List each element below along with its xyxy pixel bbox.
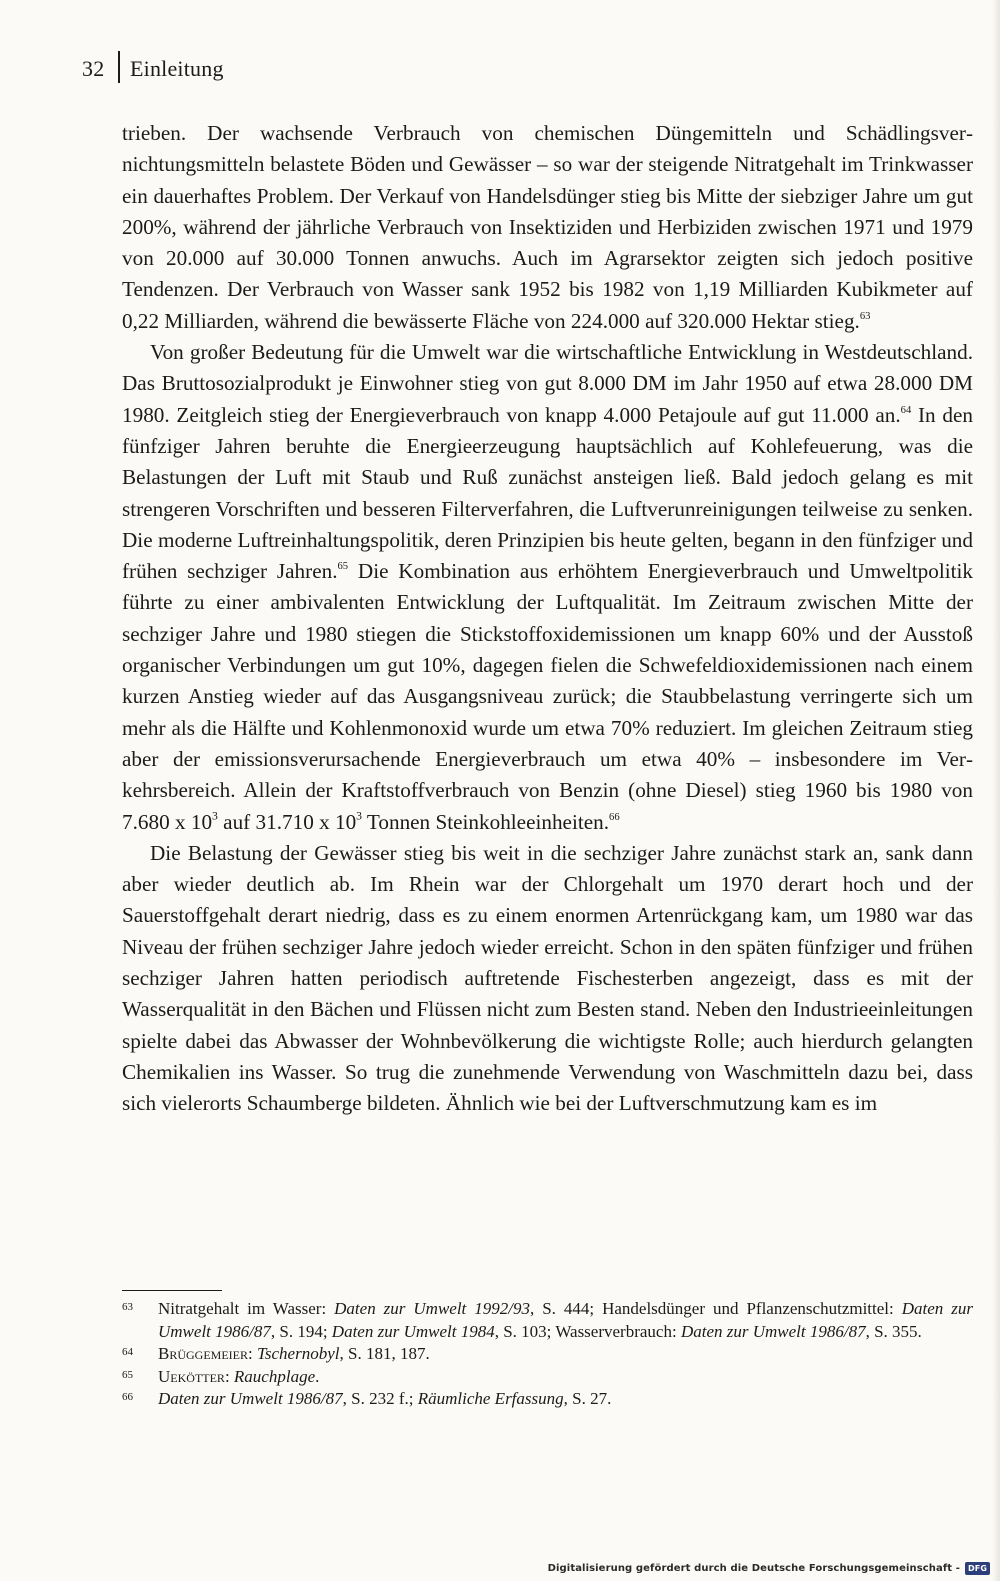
citation-title: Daten zur Umwelt 1992/93: [334, 1299, 530, 1318]
digitization-note: Digitalisierung gefördert durch die Deutsche Forschungsgemeinschaft -: [547, 1563, 961, 1574]
paragraph-text: Tonnen Steinkohleeinheiten.: [362, 809, 610, 834]
paragraph-text: In den fünfziger Jahren beruhte die Energieerzeugung hauptsächlich auf Kohlefeuerung, was die Belastungen der Luft mit Staub und Ruß zunächst ansteigen ließ. Bald jedoch gelang es mit strengeren Vorschriften und besseren Filterverfahren, die Luftverunreinigungen teilweise zu senken. Die moderne Luftreinhaltungspolitik, deren Prinzipien bis heute gelten, begann in den fünfziger und frühen sechziger Jahren.: [122, 402, 973, 584]
paragraph: [122, 838, 973, 1120]
author-name: Brüggemeier: [158, 1344, 249, 1364]
footnote-segment: Nitratgehalt im Wasser:: [158, 1299, 335, 1318]
footnote-number: 63: [122, 1301, 133, 1313]
paragraph-text: trieben. Der wachsende Verbrauch von chemischen Düngemitteln und Schädlingsvernichtungsmitteln belastete Böden und Gewässer – so war der steigende Nitratgehalt im Trinkwasser ein dauerhaftes Problem. Der Verkauf von Handelsdünger stieg bis Mitte der siebziger Jahre um gut 200%, während der jährliche Verbrauch von Insektiziden und Herbiziden zwischen 1971 und 1979 von 20.000 auf 30.000 Tonnen anwuchs. Auch im Agrarsektor zeigten sich jedoch positive Tendenzen. Der Verbrauch von Wasser sank 1952 bis 1982 von 1,19 Milliarden Kubikmeter auf 0,22 Milliarden, während die bewässerte Fläche von 224.000 auf 320.000 Hektar stieg.: [122, 121, 973, 333]
running-head: [82, 52, 224, 86]
footnote-ref: 64: [900, 404, 912, 416]
footnote-segment: , S. 355.: [865, 1321, 922, 1341]
dfg-logo: DFG: [965, 1562, 990, 1575]
footnote: [122, 1388, 973, 1411]
page-number: 32: [82, 56, 105, 81]
paragraph-text: Die Belastung der Gewässer stieg bis weit in die sechziger Jahre zunächst stark an, sank dann aber wieder deutlich ab. Im Rhein war der Chlorgehalt um 1970 derart hoch und der Sauerstoffgehalt derart niedrig, dass es zu einem enormen Artenrückgang kam, um 1980 war das Niveau der frühen sechziger Jahre jedoch wieder erreicht. Schon in den späten fünfziger und frühen sechziger Jahren hatten periodisch auftretende Fischesterben angezeigt, dass es mit der Wasserqualität in den Bächen und Flüssen nicht zum Besten stand. Neben den Industrieeinleitungen spielte dabei das Abwasser der Wohnbevölkerung die wichtigste Rolle; auch hierdurch gelangten Chemikalien ins Wasser. So trug die zunehmende Verwendung von Waschmitteln dazu bei, dass sich vielerorts Schaumberge bildeten. Ähnlich wie bei der Luftverschmutzung kam es im: [122, 840, 973, 1116]
paragraph: [122, 118, 973, 337]
citation-title: Rauchplage: [233, 1366, 316, 1386]
chapter-title: Einleitung: [130, 56, 224, 81]
footnote-segment: , S. 103; Wasserverbrauch:: [494, 1321, 681, 1341]
paragraph-text: auf 31.710 x 10: [217, 809, 357, 834]
footnotes: [122, 1298, 973, 1411]
citation-title: Tschernobyl: [257, 1344, 340, 1364]
exponent: 3: [356, 809, 362, 823]
page-edge: [992, 0, 1000, 1581]
footnote-text: [158, 1343, 973, 1366]
citation-title: Daten zur Umwelt 1986/87: [158, 1389, 343, 1409]
footnote-ref: 65: [337, 561, 349, 573]
author-name: Uekötter: [158, 1366, 225, 1386]
footnote-ref: 66: [609, 811, 620, 823]
footnote: [122, 1343, 973, 1366]
footnote: [122, 1298, 973, 1343]
footnote-segment: , S. 194;: [270, 1321, 332, 1341]
citation-title: Daten zur Umwelt 1986/87: [158, 1299, 973, 1341]
paragraph: [122, 337, 973, 838]
footnote-segment: , S. 232 f.;: [342, 1389, 418, 1409]
footnote-text: [158, 1298, 973, 1343]
body-text: [122, 118, 973, 1120]
footnote-segment: :: [224, 1366, 234, 1386]
citation-title: Daten zur Umwelt 1984: [331, 1321, 495, 1341]
footnote-segment: , S. 181, 187.: [339, 1344, 430, 1364]
paragraph-text: Die Kombination aus erhöhtem Energieverbrauch und Umweltpolitik führte zu einer ambivalenten Entwicklung der Luftqualität. Im Zeitraum zwischen Mitte der sechziger Jahre und 1980 stiegen die Stickstoffoxidemissionen um knapp 60% und der Ausstoß organischer Verbindungen um gut 10%, dagegen fielen die Schwefeldioxidemissionen nach einem kurzen Anstieg wieder auf das Ausgangsniveau zurück; die Staubbelastung verringerte sich um mehr als die Hälfte und Kohlenmonoxid wurde um etwa 70% reduziert. Im gleichen Zeitraum stieg aber der emissionsverursachende Energieverbrauch um etwa 40% – insbesondere im Verkehrsbereich. Allein der Kraftstoffverbrauch von Benzin (ohne Diesel) stieg 1960 bis 1980 von 7.680 x 10: [122, 559, 973, 834]
footnote: [122, 1366, 973, 1389]
footnote-text: [158, 1388, 973, 1411]
footnote-segment: .: [315, 1366, 320, 1386]
footnote-rule: [122, 1290, 222, 1291]
paragraph-text: Von großer Bedeutung für die Umwelt war die wirtschaftliche Entwicklung in Westdeutschland. Das Bruttosozialprodukt je Einwohner stieg von gut 8.000 DM im Jahr 1950 auf etwa 28.000 DM 1980. Zeitgleich stieg der Energieverbrauch von knapp 4.000 Petajoule auf gut 11.000 an.: [122, 340, 973, 427]
citation-title: Daten zur Umwelt 1986/87: [680, 1321, 866, 1341]
footnote-segment: , S. 444; Handelsdünger und Pflanzenschutzmittel:: [529, 1299, 902, 1318]
digitization-credit: [548, 1562, 990, 1575]
header-divider: [118, 51, 120, 83]
footnote-number: 66: [122, 1391, 133, 1404]
footnote-number: 65: [122, 1368, 133, 1381]
exponent: 3: [212, 809, 218, 823]
citation-title: Räumliche Erfassung: [417, 1389, 564, 1409]
footnote-text: [158, 1366, 973, 1389]
footnote-segment: , S. 27.: [563, 1389, 612, 1409]
footnote-segment: :: [248, 1344, 257, 1364]
footnote-number: 64: [122, 1346, 133, 1359]
footnote-ref: 63: [859, 310, 871, 322]
